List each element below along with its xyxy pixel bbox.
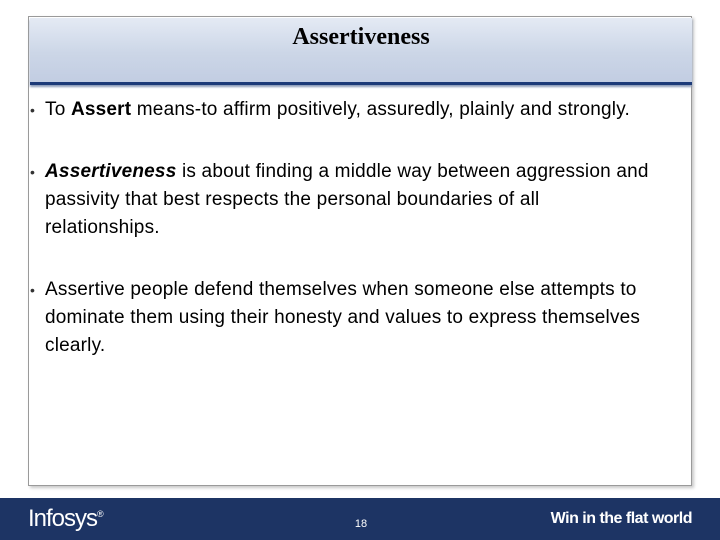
slide-title: Assertiveness xyxy=(292,24,430,50)
bullet-item: • To Assert means-to affirm positively, assuredly, plainly and strongly. xyxy=(30,96,650,124)
bullet-item: • Assertiveness is about finding a middle way between aggression and passivity that best respects the personal boundaries of all relationships. xyxy=(30,158,650,242)
page-number: 18 xyxy=(354,518,368,530)
bullet-item: • Assertive people defend themselves when someone else attempts to dominate them using their honesty and values to express themselves clearly. xyxy=(30,276,650,360)
infosys-logo: Infosys® xyxy=(28,505,103,532)
bullet-icon: • xyxy=(30,164,36,180)
bullet-icon: • xyxy=(30,282,36,298)
bullet-list xyxy=(30,96,650,360)
bullet-icon: • xyxy=(30,102,36,118)
footer-tagline: Win in the flat world xyxy=(550,510,692,527)
